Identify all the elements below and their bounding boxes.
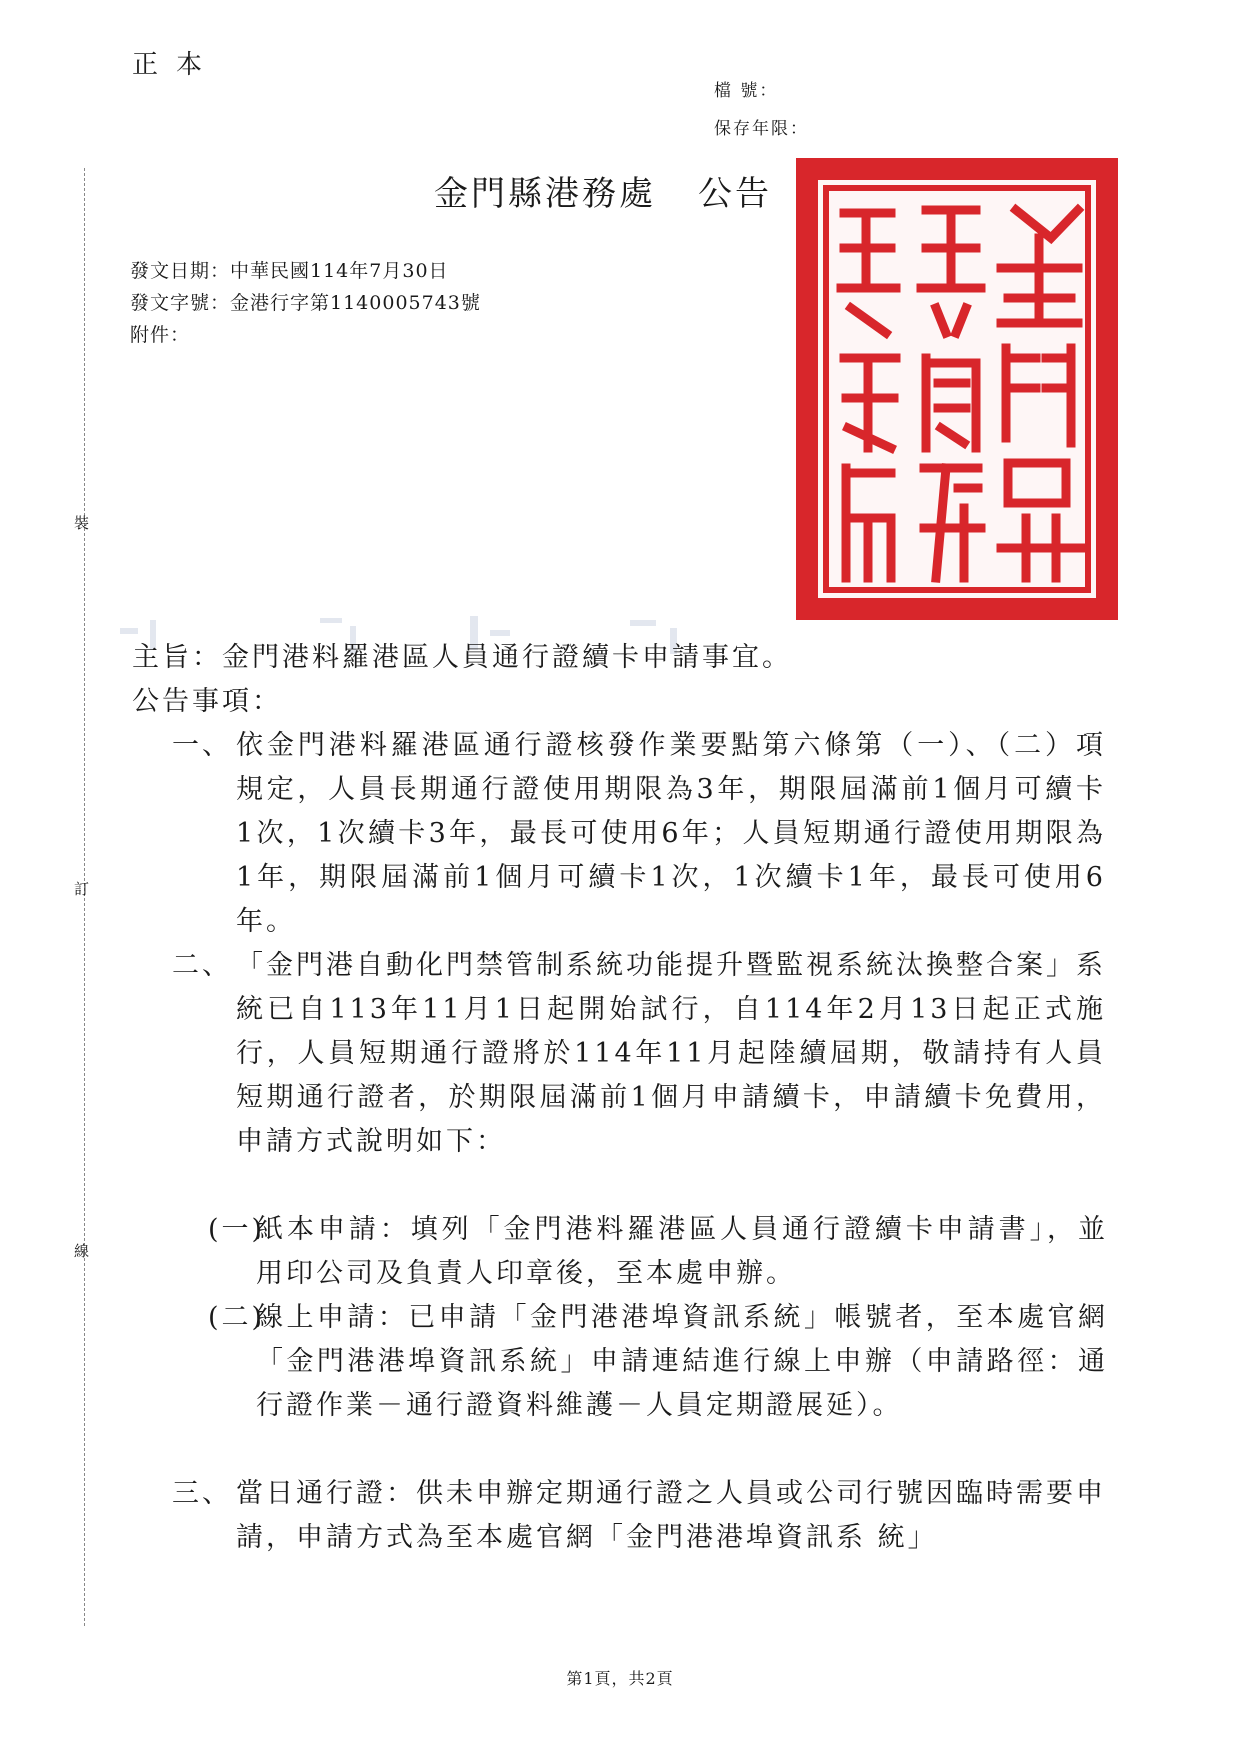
document-title [434, 166, 772, 215]
subitem-1-text: 紙本申請：填列「金門港料羅港區人員通行證續卡申請書」，並用印公司及負責人印章後，至本處申辦。 [256, 1214, 1108, 1289]
copy-mark: 正本 [132, 50, 221, 80]
retention-period-label: 保存年限： [714, 119, 809, 139]
item-2-text: 「金門港自動化門禁管制系統功能提升暨監視系統汰換整合案」系統已自113年11月1日起開始試行，自114年2月13日起正式施行，人員短期通行證將於114年11月起陸續屆期，敬請持有人員短期通行證者，於期限屆滿前1個月申請續卡，申請續卡免費用，申請方式說明如下： [236, 950, 1106, 1157]
item-1-text: 依金門港料羅港區通行證核發作業要點第六條第（一）、（二）項規定，人員長期通行證使用期限為3年，期限屆滿前1個月可續卡1次，1次續卡3年，最長可使用6年；人員短期通行證使用期限為1年，期限屆滿前1個月可續卡1次，1次續卡1年，最長可使用6年。 [236, 730, 1106, 937]
binding-mark-xian: 線 [74, 1242, 90, 1260]
issue-date: 發文日期：中華民國114年7月30日 [130, 260, 449, 282]
issue-number: 發文字號：金港行字第1140005743號 [130, 292, 481, 314]
subject-line: 主旨：金門港料羅港區人員通行證續卡申請事宜。 [132, 642, 792, 673]
page-number: 第1頁，共2頁 [566, 1669, 674, 1688]
official-seal-icon [796, 158, 1118, 620]
binding-mark-ding: 訂 [74, 880, 90, 898]
item-1-label: 一、 [172, 730, 232, 761]
item-3-label: 三、 [172, 1478, 232, 1509]
binding-mark-zhuang: 裝 [74, 514, 90, 532]
file-number-label: 檔 號： [714, 81, 779, 101]
subitem-2-text: 線上申請：已申請「金門港港埠資訊系統」帳號者，至本處官網「金門港港埠資訊系統」申請連結進行線上申辦（申請路徑：通行證作業－通行證資料維護－人員定期證展延）。 [256, 1302, 1108, 1421]
announcement-items-label: 公告事項： [132, 686, 282, 717]
attachment-line: 附件： [130, 324, 191, 346]
document-type: 公告 [698, 174, 772, 214]
item-2-label: 二、 [172, 950, 232, 981]
item-3-text: 當日通行證：供未申辦定期通行證之人員或公司行號因臨時需要申請，申請方式為至本處官網「金門港港埠資訊系 統」 [236, 1478, 1106, 1553]
agency-name: 金門縣港務處 [434, 174, 656, 214]
subitem-1-label: (一) [208, 1214, 266, 1245]
subitem-2-label: (二) [208, 1302, 266, 1333]
